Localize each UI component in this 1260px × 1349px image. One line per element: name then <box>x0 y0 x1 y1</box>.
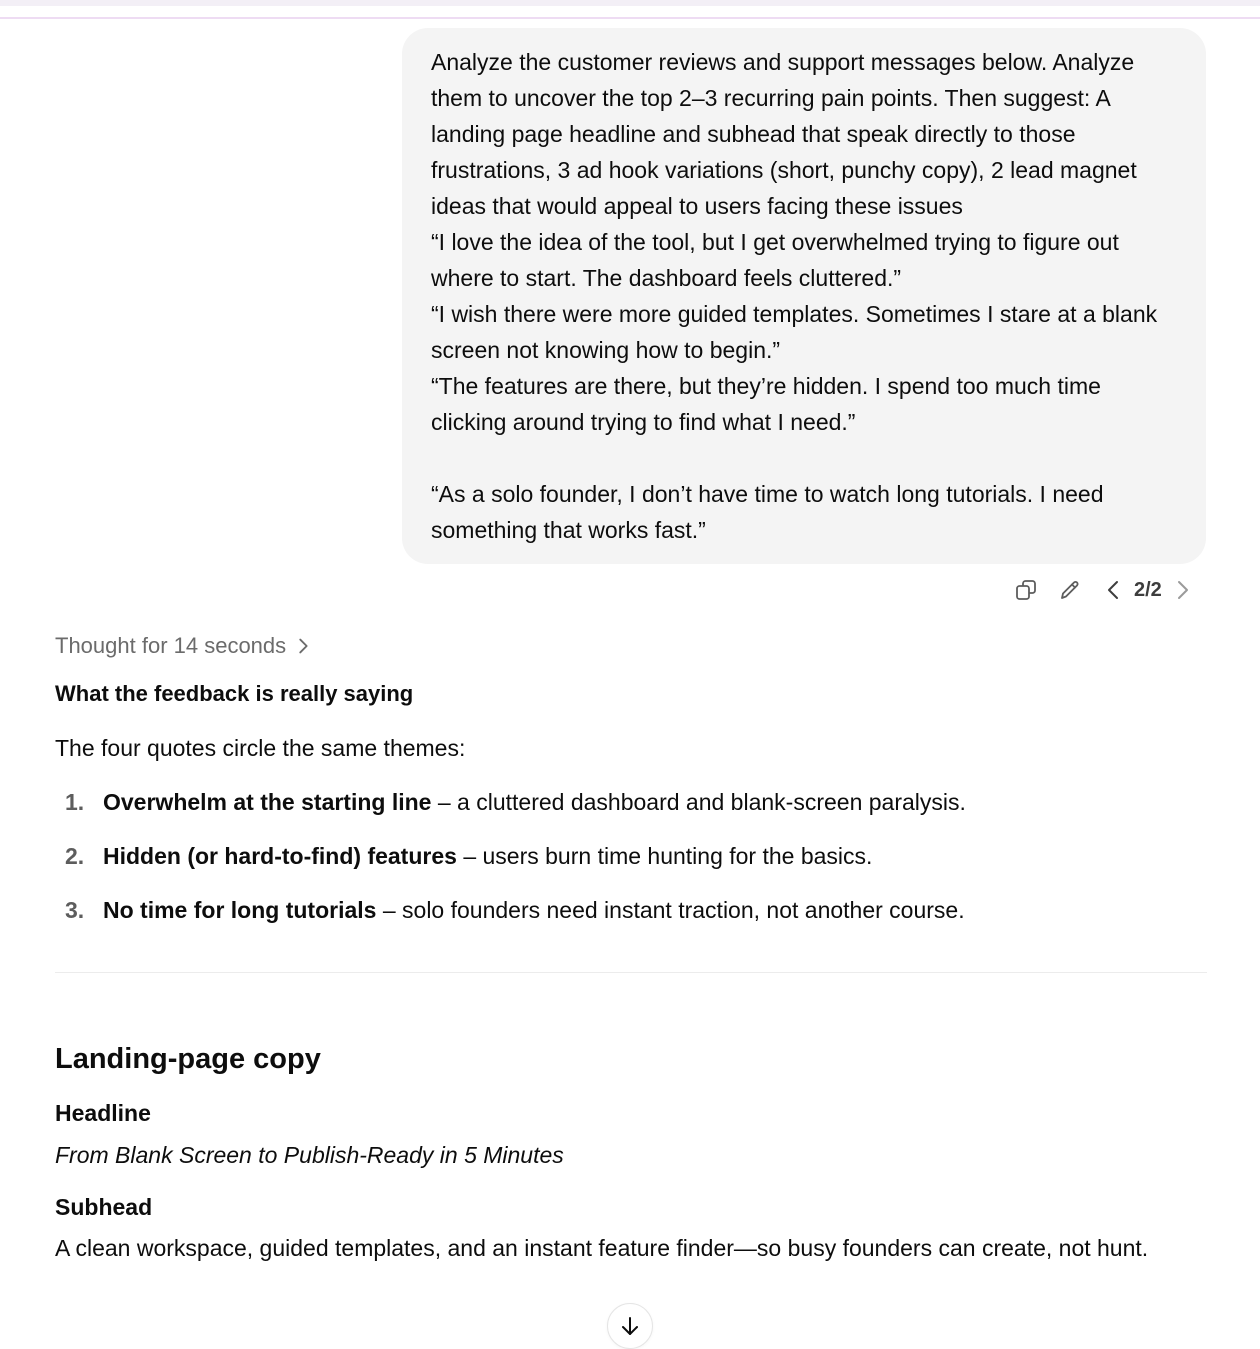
chevron-right-icon <box>292 635 314 657</box>
section-divider <box>55 972 1207 973</box>
section-heading: What the feedback is really saying <box>55 681 414 706</box>
version-pager: 2/2 <box>1134 578 1162 601</box>
list-text <box>103 894 965 926</box>
scroll-to-bottom-button[interactable] <box>607 1303 653 1349</box>
subhead-label: Subhead <box>55 1194 153 1220</box>
top-bar <box>0 0 1260 6</box>
user-message-line: “I love the idea of the tool, but I get overwhelmed trying to figure out where to start. The dashboard feels cluttered.” <box>431 229 1119 291</box>
list-number: 2. <box>65 843 85 869</box>
list-item-title: No time for long tutorials <box>103 897 377 923</box>
list-text <box>103 786 966 818</box>
pencil-icon <box>1058 578 1082 602</box>
subhead-text: A clean workspace, guided templates, and an instant feature finder—so busy founders can create, not hunt. <box>55 1235 1149 1261</box>
list-item <box>55 840 1207 872</box>
user-message-line: “I wish there were more guided templates. Sometimes I stare at a blank screen not knowing how to begin.” <box>431 301 1158 363</box>
user-message-line: Analyze the customer reviews and support messages below. Analyze them to uncover the top 2–3 recurring pain points. Then suggest: A landing page headline and subhead that speak directly to those frustrations, 3 ad hook variations (short, punchy copy), 2 lead magnet ideas that would appeal to users facing these issues <box>431 49 1137 219</box>
chevron-right-icon <box>1170 578 1194 602</box>
list-item-desc: – solo founders need instant traction, not another course. <box>376 897 965 923</box>
user-message-line: “As a solo founder, I don’t have time to watch long tutorials. I need something that works fast.” <box>431 481 1104 543</box>
list-number: 1. <box>65 789 85 815</box>
list-item <box>55 786 1207 818</box>
landing-page-heading: Landing-page copy <box>55 1043 321 1075</box>
assistant-response <box>55 628 1207 1269</box>
chevron-left-icon <box>1102 578 1126 602</box>
top-divider <box>0 17 1260 19</box>
copy-button[interactable] <box>1010 574 1042 606</box>
intro-paragraph: The four quotes circle the same themes: <box>55 735 466 761</box>
list-text <box>103 840 872 872</box>
message-actions <box>1010 574 1206 606</box>
list-item-title: Overwhelm at the starting line <box>103 789 432 815</box>
list-item <box>55 894 1207 926</box>
arrow-down-icon <box>618 1314 642 1338</box>
list-item-desc: – a cluttered dashboard and blank-screen paralysis. <box>431 789 966 815</box>
thought-label: Thought for 14 seconds <box>55 633 287 658</box>
list-item-desc: – users burn time hunting for the basics. <box>456 843 873 869</box>
headline-label: Headline <box>55 1100 151 1126</box>
previous-version-button[interactable] <box>1098 574 1130 606</box>
list-item-title: Hidden (or hard-to-find) features <box>103 843 457 869</box>
pain-points-list <box>55 786 1207 926</box>
thought-toggle[interactable] <box>55 628 314 664</box>
user-message-bubble <box>402 28 1206 564</box>
next-version-button[interactable] <box>1166 574 1198 606</box>
headline-text: From Blank Screen to Publish-Ready in 5 Minutes <box>55 1142 564 1168</box>
edit-message-button[interactable] <box>1054 574 1086 606</box>
user-message-blank-line <box>431 440 1180 476</box>
list-number: 3. <box>65 897 85 923</box>
user-message-line: “The features are there, but they’re hidden. I spend too much time clicking around trying to find what I need.” <box>431 373 1101 435</box>
copy-icon <box>1014 578 1038 602</box>
